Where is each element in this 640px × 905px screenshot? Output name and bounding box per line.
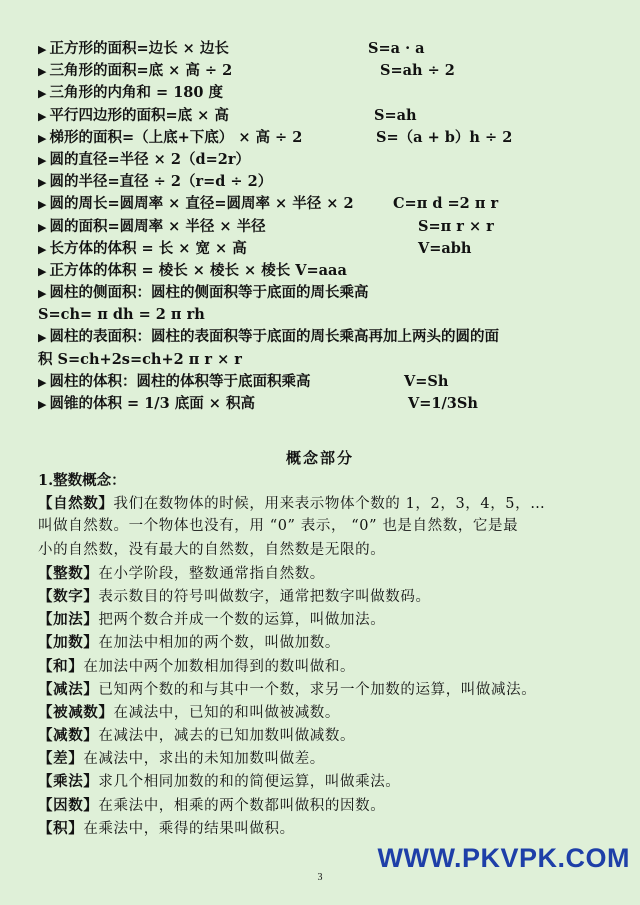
concept-text: 1.整数概念：	[38, 472, 126, 489]
formula-text: 圆锥的体积 = 1/3 底面 × 积高	[49, 395, 255, 412]
formula-line	[38, 371, 608, 393]
formula-line	[38, 238, 608, 260]
concept-heading	[38, 469, 608, 492]
formula-line	[38, 171, 608, 193]
bullet-arrow-icon: ▶	[38, 287, 47, 301]
bullet-arrow-icon: ▶	[38, 43, 47, 56]
concept-term: 【乘法】	[38, 773, 99, 791]
concept-text: 在加法中相加的两个数，叫做加数。	[98, 635, 341, 652]
concept-line	[38, 515, 608, 538]
bullet-arrow-icon: ▶	[38, 153, 47, 167]
formula-expression: S=ah ÷ 2	[380, 62, 455, 80]
concept-line	[38, 631, 608, 654]
formula-line	[38, 105, 608, 127]
formula-expression: S=（a + b）h ÷ 2	[376, 128, 513, 146]
concept-line	[38, 747, 608, 770]
concept-term: 【自然数】	[38, 495, 114, 513]
concept-text: 求几个相同加数的和的简便运算，叫做乘法。	[98, 774, 401, 791]
concept-term: 【整数】	[38, 564, 99, 582]
concept-term: 【加法】	[38, 611, 99, 629]
formula-expression: S=π r × r	[418, 217, 494, 235]
formula-text: 正方体的体积 = 棱长 × 棱长 × 棱长 V=aaa	[49, 261, 347, 279]
section-title: 概念部分	[285, 449, 354, 467]
concept-line	[38, 770, 608, 793]
formula-list	[38, 38, 608, 415]
formula-expression: V=1/3Sh	[408, 395, 478, 412]
bullet-arrow-icon: ▶	[38, 264, 47, 278]
concept-text: 在减法中，求出的未知加数叫做差。	[83, 751, 325, 768]
formula-expression: V=Sh	[404, 372, 449, 390]
concept-text: 在小学阶段，整数通常指自然数。	[98, 565, 325, 582]
formula-text: 圆的直径=半径 × 2（d=2r）	[49, 150, 250, 168]
formula-line	[38, 304, 608, 326]
formula-line	[38, 127, 608, 149]
concept-term: 【和】	[38, 657, 84, 675]
formula-text: 长方体的体积 = 长 × 宽 × 高	[49, 239, 247, 257]
formula-text: S=ch= π dh = 2 π rh	[38, 306, 205, 324]
concept-term: 【积】	[38, 819, 84, 837]
concept-term: 【加数】	[38, 634, 99, 652]
formula-line	[38, 216, 608, 238]
bullet-arrow-icon: ▶	[38, 131, 47, 145]
formula-text: 三角形的内角和 = 180 度	[49, 84, 224, 102]
formula-text: 积 S=ch+2s=ch+2 π r × r	[38, 350, 242, 368]
formula-text: 平行四边形的面积=底 × 高	[49, 106, 229, 124]
concept-line	[38, 562, 608, 585]
formula-line	[38, 82, 608, 104]
concept-line	[38, 724, 608, 747]
concept-text: 在减法中，减去的已知加数叫做减数。	[98, 728, 356, 745]
concept-text: 在乘法中，相乘的两个数都叫做积的因数。	[98, 797, 386, 814]
concept-line	[38, 701, 608, 724]
concept-line	[38, 585, 608, 608]
concept-line	[38, 794, 608, 817]
formula-text: 梯形的面积=（上底+下底） × 高 ÷ 2	[49, 128, 303, 146]
watermark-logo: WWW.PKVPK.COM	[377, 843, 630, 873]
formula-text: 三角形的面积=底 × 高 ÷ 2	[49, 62, 233, 80]
formula-line	[38, 38, 608, 60]
concept-list	[38, 469, 608, 840]
formula-line	[38, 326, 608, 348]
concept-term: 【因数】	[38, 796, 99, 814]
formula-line	[38, 282, 608, 304]
formula-line	[38, 393, 608, 415]
formula-text: 圆的半径=直径 ÷ 2（r=d ÷ 2）	[49, 173, 273, 191]
bullet-arrow-icon: ▶	[38, 87, 47, 101]
concept-text: 小的自然数，没有最大的自然数，自然数是无限的。	[38, 541, 386, 558]
formula-expression: C=π d =2 π r	[393, 195, 499, 213]
concept-text: 在减法中，已知的和叫做被减数。	[113, 704, 340, 721]
concept-text: 我们在数物体的时候，用来表示物体个数的 1，2，3，4，5，…	[113, 496, 546, 513]
concept-text: 把两个数合并成一个数的运算，叫做加法。	[98, 612, 386, 629]
concept-line	[38, 678, 608, 701]
concept-line	[38, 608, 608, 631]
formula-expression: V=abh	[418, 239, 472, 257]
concept-term: 【减法】	[38, 680, 99, 698]
formula-expression: S=a · a	[368, 40, 425, 57]
bullet-arrow-icon: ▶	[38, 65, 47, 79]
bullet-arrow-icon: ▶	[38, 375, 47, 389]
concept-line	[38, 539, 608, 562]
bullet-arrow-icon: ▶	[38, 398, 47, 411]
page-number: 3	[317, 872, 323, 883]
concept-line	[38, 492, 608, 515]
concept-text: 在加法中两个加数相加得到的数叫做和。	[83, 658, 356, 675]
formula-text: 圆柱的侧面积：圆柱的侧面积等于底面的周长乘高	[49, 284, 369, 302]
bullet-arrow-icon: ▶	[38, 198, 47, 212]
formula-text: 圆的周长=圆周率 × 直径=圆周率 × 半径 × 2	[49, 195, 354, 213]
concept-text: 叫做自然数。一个物体也没有，用 “0” 表示， “0” 也是自然数，它是最	[38, 518, 519, 535]
concept-term: 【减数】	[38, 727, 99, 745]
concept-term: 【数字】	[38, 587, 99, 605]
bullet-arrow-icon: ▶	[38, 176, 47, 190]
formula-text: 圆柱的表面积：圆柱的表面积等于底面的周长乘高再加上两头的圆的面	[49, 328, 499, 346]
bullet-arrow-icon: ▶	[38, 331, 47, 345]
formula-expression: S=ah	[374, 106, 417, 124]
formula-line	[38, 260, 608, 282]
bullet-arrow-icon: ▶	[38, 109, 47, 123]
concept-line	[38, 817, 608, 840]
concept-term: 【差】	[38, 750, 84, 768]
formula-line	[38, 60, 608, 82]
formula-line	[38, 193, 608, 215]
formula-text: 圆柱的体积：圆柱的体积等于底面积乘高	[49, 372, 311, 390]
formula-text: 圆的面积=圆周率 × 半径 × 半径	[49, 217, 266, 235]
bullet-arrow-icon: ▶	[38, 242, 47, 256]
concept-text: 已知两个数的和与其中一个数，求另一个加数的运算，叫做减法。	[98, 681, 537, 698]
formula-line	[38, 349, 608, 371]
formula-line	[38, 149, 608, 171]
concept-text: 在乘法中，乘得的结果叫做积。	[83, 820, 295, 837]
concept-line	[38, 655, 608, 678]
concept-text: 表示数目的符号叫做数字，通常把数字叫做数码。	[98, 588, 431, 605]
concept-term: 【被减数】	[38, 703, 114, 721]
formula-text: 正方形的面积=边长 × 边长	[49, 40, 229, 57]
bullet-arrow-icon: ▶	[38, 220, 47, 234]
